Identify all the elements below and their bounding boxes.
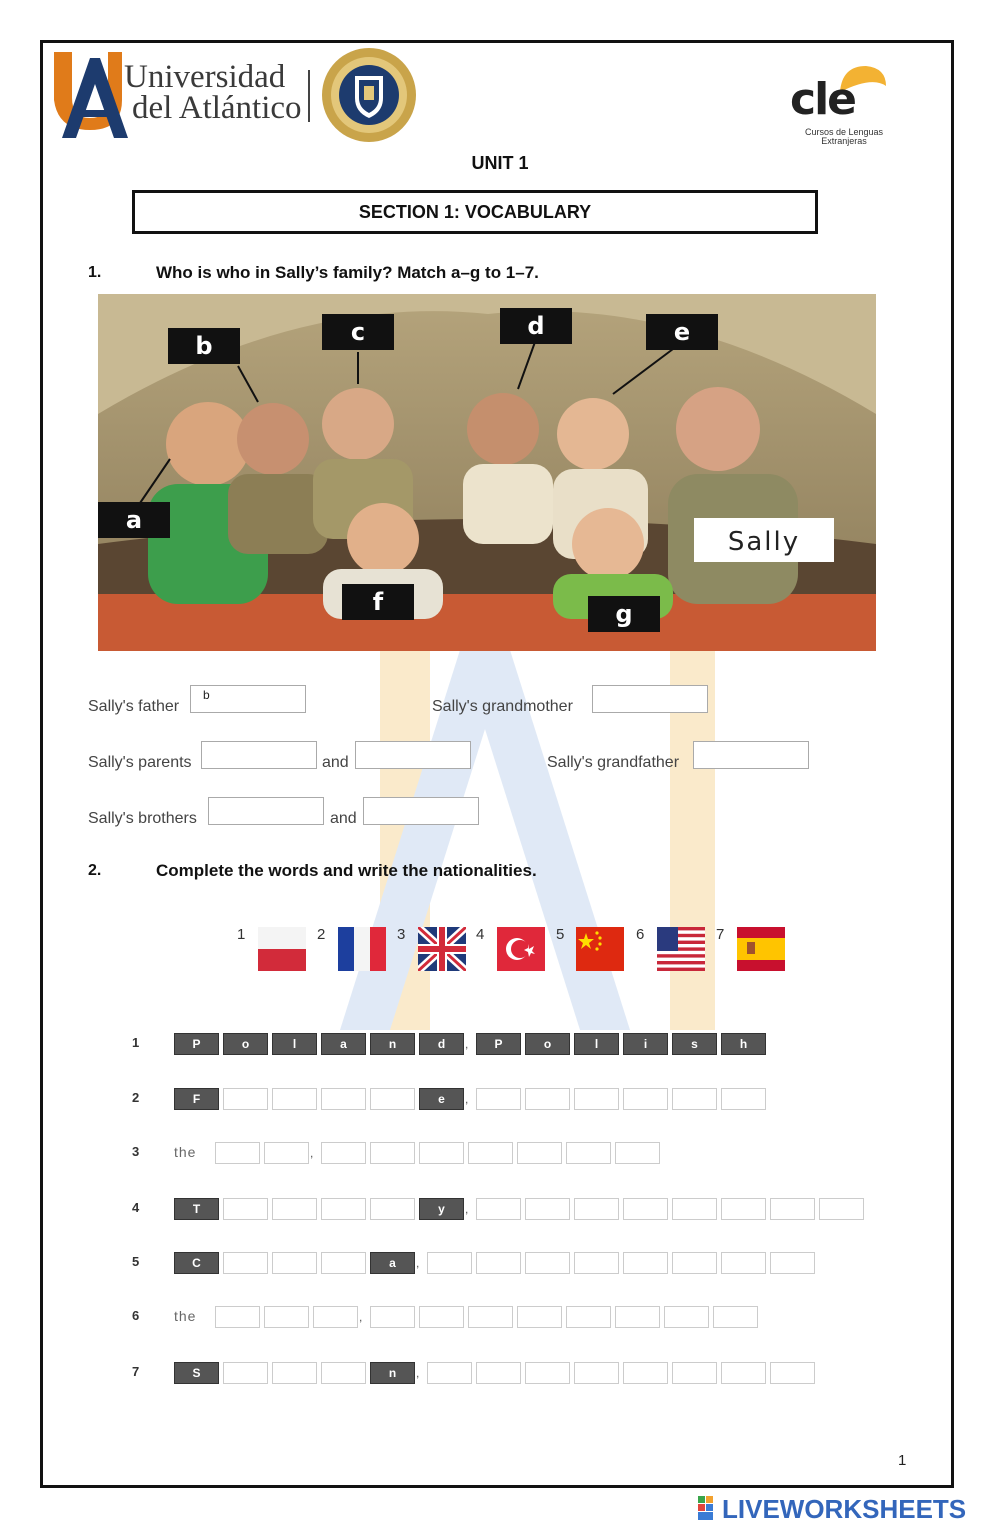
separator-comma: , xyxy=(310,1146,314,1160)
letter-tile: P xyxy=(174,1033,219,1055)
accreditation-seal-icon xyxy=(320,46,418,144)
letter-input[interactable] xyxy=(721,1362,766,1384)
letter-input[interactable] xyxy=(468,1142,513,1164)
liveworksheets-logo-icon xyxy=(698,1496,722,1522)
letter-tile: d xyxy=(419,1033,464,1055)
letter-tile: C xyxy=(174,1252,219,1274)
letter-tile: l xyxy=(574,1033,619,1055)
letter-tile: n xyxy=(370,1033,415,1055)
letter-tile: y xyxy=(419,1198,464,1220)
letter-tile: T xyxy=(174,1198,219,1220)
letter-input[interactable] xyxy=(427,1252,472,1274)
exercise2-instruction: Complete the words and write the nationalities. xyxy=(156,861,537,880)
letter-input[interactable] xyxy=(566,1142,611,1164)
page-number: 1 xyxy=(898,1452,907,1469)
row-number: 4 xyxy=(132,1200,140,1215)
letter-input[interactable] xyxy=(574,1088,619,1110)
letter-input[interactable] xyxy=(615,1306,660,1328)
letter-input[interactable] xyxy=(321,1198,366,1220)
separator-comma: , xyxy=(465,1037,469,1051)
photo-label-f: f xyxy=(372,588,384,616)
flag-number: 5 xyxy=(556,926,565,943)
parents-input-2[interactable] xyxy=(355,741,471,769)
letter-input[interactable] xyxy=(476,1088,521,1110)
photo-label-a: a xyxy=(125,506,143,534)
letter-input[interactable] xyxy=(672,1088,717,1110)
letter-input[interactable] xyxy=(264,1142,309,1164)
letter-input[interactable] xyxy=(770,1362,815,1384)
letter-input[interactable] xyxy=(215,1142,260,1164)
letter-input[interactable] xyxy=(468,1306,513,1328)
letter-tile: o xyxy=(525,1033,570,1055)
letter-input[interactable] xyxy=(476,1198,521,1220)
letter-input[interactable] xyxy=(517,1142,562,1164)
letter-tile: l xyxy=(272,1033,317,1055)
flag-number: 4 xyxy=(476,926,485,943)
row-number: 5 xyxy=(132,1254,140,1269)
letter-input[interactable] xyxy=(370,1198,415,1220)
letter-input[interactable] xyxy=(713,1306,758,1328)
logo-divider xyxy=(308,70,310,122)
father-label: Sally's father xyxy=(88,698,180,715)
letter-input[interactable] xyxy=(819,1198,864,1220)
letter-input[interactable] xyxy=(419,1306,464,1328)
parents-and: and xyxy=(322,754,349,771)
letter-input[interactable] xyxy=(223,1088,268,1110)
letter-input[interactable] xyxy=(574,1198,619,1220)
letter-input[interactable] xyxy=(321,1252,366,1274)
france-flag-icon xyxy=(338,927,386,971)
cle-subtitle: Cursos de Lenguas Extranjeras xyxy=(804,127,884,146)
grandfather-input[interactable] xyxy=(693,741,809,769)
flag-number: 6 xyxy=(636,926,645,943)
row-number: 3 xyxy=(132,1144,140,1159)
brothers-input-2[interactable] xyxy=(363,797,479,825)
family-photo xyxy=(98,294,876,651)
university-name xyxy=(124,59,302,127)
usa-flag-icon xyxy=(657,927,705,971)
letter-input[interactable] xyxy=(272,1252,317,1274)
photo-label-d: d xyxy=(527,312,545,340)
letter-input[interactable] xyxy=(517,1306,562,1328)
flag-number: 1 xyxy=(237,926,246,943)
letter-tile: s xyxy=(672,1033,717,1055)
universidad-logo-icon xyxy=(50,48,130,142)
letter-input[interactable] xyxy=(664,1306,709,1328)
letter-input[interactable] xyxy=(672,1362,717,1384)
letter-input[interactable] xyxy=(566,1306,611,1328)
letter-input[interactable] xyxy=(525,1198,570,1220)
parents-label: Sally's parents xyxy=(88,754,192,771)
letter-input[interactable] xyxy=(321,1362,366,1384)
separator-comma: , xyxy=(465,1092,469,1106)
unit-title: UNIT 1 xyxy=(471,153,529,173)
row-prefix: the xyxy=(174,1144,197,1160)
brothers-label: Sally's brothers xyxy=(88,810,197,827)
university-line1: Universidad xyxy=(124,59,286,95)
flag-number: 2 xyxy=(317,926,326,943)
row-number: 1 xyxy=(132,1035,140,1050)
letter-input[interactable] xyxy=(615,1142,660,1164)
letter-tile: e xyxy=(419,1088,464,1110)
separator-comma: , xyxy=(359,1310,363,1324)
letter-input[interactable] xyxy=(321,1088,366,1110)
row-number: 6 xyxy=(132,1308,140,1323)
letter-input[interactable] xyxy=(574,1252,619,1274)
letter-input[interactable] xyxy=(770,1198,815,1220)
letter-input[interactable] xyxy=(721,1198,766,1220)
china-flag-icon xyxy=(576,927,624,971)
exercise1-number: 1. xyxy=(88,264,102,281)
letter-input[interactable] xyxy=(525,1088,570,1110)
letter-tile: F xyxy=(174,1088,219,1110)
row-number: 7 xyxy=(132,1364,140,1379)
brothers-and: and xyxy=(330,810,357,827)
letter-input[interactable] xyxy=(264,1306,309,1328)
letter-input[interactable] xyxy=(476,1252,521,1274)
grandmother-input[interactable] xyxy=(592,685,708,713)
letter-input[interactable] xyxy=(672,1198,717,1220)
flag-number: 3 xyxy=(397,926,406,943)
grandfather-label: Sally's grandfather xyxy=(547,754,680,771)
letter-input[interactable] xyxy=(623,1252,668,1274)
letter-tile: h xyxy=(721,1033,766,1055)
exercise1-instruction: Who is who in Sally’s family? Match a–g to 1–7. xyxy=(156,263,539,282)
letter-input[interactable] xyxy=(721,1088,766,1110)
letter-input[interactable] xyxy=(272,1198,317,1220)
letter-input[interactable] xyxy=(672,1252,717,1274)
letter-input[interactable] xyxy=(223,1252,268,1274)
photo-label-sally: Sally xyxy=(727,527,801,557)
letter-input[interactable] xyxy=(476,1362,521,1384)
spain-flag-icon xyxy=(737,927,785,971)
letter-tile: n xyxy=(370,1362,415,1384)
letter-input[interactable] xyxy=(321,1142,366,1164)
letter-input[interactable] xyxy=(272,1362,317,1384)
letter-tile: P xyxy=(476,1033,521,1055)
letter-input[interactable] xyxy=(215,1306,260,1328)
photo-label-c: c xyxy=(350,318,366,346)
photo-label-e: e xyxy=(673,318,691,346)
row-number: 2 xyxy=(132,1090,140,1105)
section-title: SECTION 1: VOCABULARY xyxy=(132,190,818,234)
letter-input[interactable] xyxy=(419,1142,464,1164)
letter-input[interactable] xyxy=(223,1198,268,1220)
letter-tile: a xyxy=(321,1033,366,1055)
letter-tile: a xyxy=(370,1252,415,1274)
brothers-input-1[interactable] xyxy=(208,797,324,825)
uk-flag-icon xyxy=(418,927,466,971)
letter-input[interactable] xyxy=(223,1362,268,1384)
letter-input[interactable] xyxy=(623,1362,668,1384)
parents-input-1[interactable] xyxy=(201,741,317,769)
flag-number: 7 xyxy=(716,926,725,943)
letter-input[interactable] xyxy=(525,1252,570,1274)
turkey-flag-icon xyxy=(497,927,545,971)
letter-input[interactable] xyxy=(623,1198,668,1220)
separator-comma: , xyxy=(416,1366,420,1380)
letter-input[interactable] xyxy=(313,1306,358,1328)
letter-tile: o xyxy=(223,1033,268,1055)
separator-comma: , xyxy=(465,1202,469,1216)
letter-input[interactable] xyxy=(525,1362,570,1384)
separator-comma: , xyxy=(416,1256,420,1270)
father-input[interactable]: b xyxy=(190,685,306,713)
letter-tile: S xyxy=(174,1362,219,1384)
footer-brand: LIVEWORKSHEETS xyxy=(722,1494,967,1524)
letter-input[interactable] xyxy=(370,1306,415,1328)
photo-label-g: g xyxy=(615,600,633,628)
letter-input[interactable] xyxy=(370,1142,415,1164)
grandmother-label: Sally's grandmother xyxy=(432,698,573,715)
letter-input[interactable] xyxy=(272,1088,317,1110)
poland-flag-icon xyxy=(258,927,306,971)
letter-tile: i xyxy=(623,1033,668,1055)
letter-input[interactable] xyxy=(623,1088,668,1110)
photo-label-b: b xyxy=(195,332,213,360)
row-prefix: the xyxy=(174,1308,197,1324)
letter-input[interactable] xyxy=(770,1252,815,1274)
letter-input[interactable] xyxy=(721,1252,766,1274)
letter-input[interactable] xyxy=(427,1362,472,1384)
cle-logo-text: cle xyxy=(790,74,856,125)
letter-input[interactable] xyxy=(370,1088,415,1110)
letter-input[interactable] xyxy=(574,1362,619,1384)
exercise2-number: 2. xyxy=(88,862,102,879)
university-line2: del Atlántico xyxy=(132,90,302,127)
